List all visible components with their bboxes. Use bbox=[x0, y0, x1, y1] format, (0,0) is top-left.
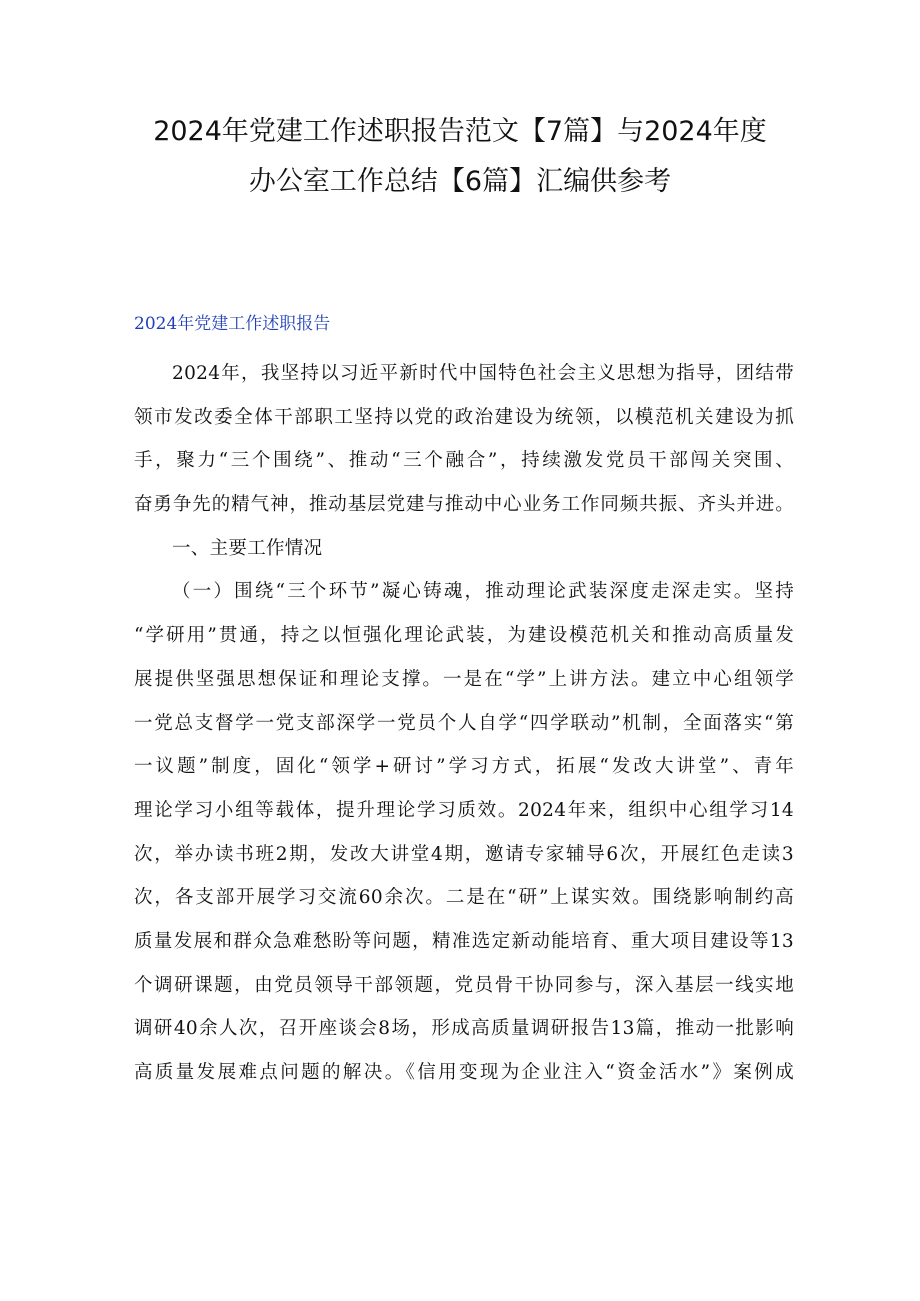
body-line: 2024年，我坚持以习近平新时代中国特色社会主义思想为指导，团结带 bbox=[172, 363, 794, 384]
body-line: 次，举办读书班2期，发改大讲堂4期，邀请专家辅导6次，开展红色走读3 bbox=[134, 843, 794, 865]
body-line: 一议题”制度，固化“领学+研讨”学习方式，拓展“发改大讲堂”、青年 bbox=[134, 756, 794, 778]
body-line: 奋勇争先的精气神，推动基层党建与推动中心业务工作同频共振、齐头并进。 bbox=[134, 494, 794, 516]
body-line: 理论学习小组等载体，提升理论学习质效。2024年来，组织中心组学习14 bbox=[134, 799, 794, 821]
body-line: 质量发展和群众急难愁盼等问题，精准选定新动能培育、重大项目建设等13 bbox=[134, 930, 794, 952]
document-title-line-1: 2024年党建工作述职报告范文【7篇】与2024年度 bbox=[153, 116, 767, 147]
body-line: “学研用”贯通，持之以恒强化理论武装，为建设模范机关和推动高质量发 bbox=[134, 625, 794, 647]
document-body bbox=[134, 352, 794, 1095]
body-line: 调研40余人次，召开座谈会8场，形成高质量调研报告13篇，推动一批影响 bbox=[134, 1018, 794, 1040]
document-title-line-2: 办公室工作总结【6篇】汇编供参考 bbox=[248, 166, 672, 197]
body-line: 高质量发展难点问题的解决。《信用变现为企业注入“资金活水”》案例成 bbox=[134, 1062, 794, 1083]
body-line: 手，聚力“三个围绕”、推动“三个融合”，持续激发党员干部闯关突围、 bbox=[134, 450, 794, 472]
body-line: （一）围绕“三个环节”凝心铸魂，推动理论武装深度走深走实。坚持 bbox=[172, 581, 794, 603]
body-line: 展提供坚强思想保证和理论支撑。一是在“学”上讲方法。建立中心组领学 bbox=[134, 668, 794, 690]
body-line: 个调研课题，由党员领导干部领题，党员骨干协同参与，深入基层一线实地 bbox=[134, 974, 794, 996]
section-heading: 2024年党建工作述职报告 bbox=[134, 314, 331, 334]
body-line: 领市发改委全体干部职工坚持以党的政治建设为统领，以模范机关建设为抓 bbox=[134, 406, 794, 428]
body-line: 一党总支督学一党支部深学一党员个人自学“四学联动”机制，全面落实“第 bbox=[134, 712, 794, 734]
body-line: 次，各支部开展学习交流60余次。二是在“研”上谋实效。围绕影响制约高 bbox=[134, 887, 794, 909]
subsection-heading: 一、主要工作情况 bbox=[172, 537, 323, 559]
